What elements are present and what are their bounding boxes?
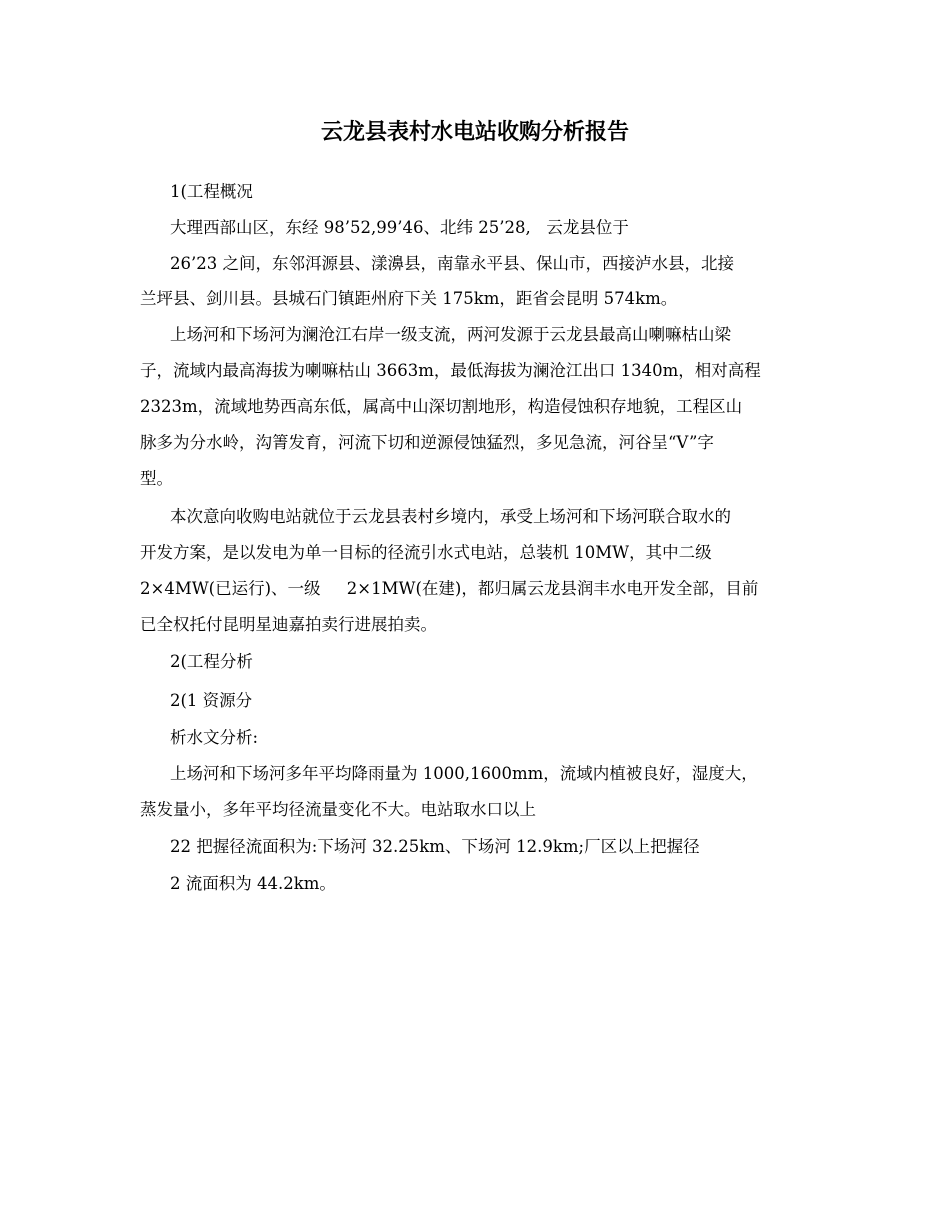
paragraph-line: 上场河和下场河多年平均降雨量为 1000,1600mm，流域内植被良好，湿度大，: [170, 764, 758, 783]
paragraph-line: 已全权托付昆明星迪嘉拍卖行进展拍卖。: [140, 615, 437, 634]
document-title: 云龙县表村水电站收购分析报告: [320, 119, 629, 145]
paragraph-line: 子，流域内最高海拔为喇嘛枯山 3663m，最低海拔为澜沧江出口 1340m，相对高程: [140, 361, 761, 380]
paragraph-line: 析水文分析:: [170, 728, 259, 747]
paragraph-line: 2323m，流域地势西高东低，属高中山深切割地形，构造侵蚀积存地貌，工程区山: [140, 397, 743, 416]
paragraph-line: 2×4MW(已运行)、一级 2×1MW(在建)，都归属云龙县润丰水电开发全部，目前: [140, 579, 759, 598]
subsection-heading: 2(1 资源分: [170, 691, 253, 710]
paragraph-line: 上场河和下场河为澜沧江右岸一级支流，两河发源于云龙县最高山喇嘛枯山梁: [170, 325, 731, 344]
section-heading-overview: 1(工程概况: [170, 182, 253, 201]
paragraph-line: 22 把握径流面积为:下场河 32.25km、下场河 12.9km;厂区以上把握径: [170, 837, 700, 856]
paragraph-line: 脉多为分水岭，沟箐发育，河流下切和逆源侵蚀猛烈，多见急流，河谷呈“V”字: [140, 433, 714, 452]
paragraph-line: 型。: [140, 469, 173, 488]
section-heading-analysis: 2(工程分析: [170, 652, 253, 671]
paragraph-line: 2 流面积为 44.2km。: [170, 874, 336, 893]
paragraph-line: 开发方案，是以发电为单一目标的径流引水式电站，总装机 10MW，其中二级: [140, 543, 712, 562]
paragraph-line: 本次意向收购电站就位于云龙县表村乡境内，承受上场河和下场河联合取水的: [170, 507, 731, 526]
paragraph-line: 兰坪县、剑川县。县城石门镇距州府下关 175km，距省会昆明 574km。: [140, 289, 678, 308]
paragraph-line: 26’23 之间，东邻洱源县、漾濞县，南靠永平县、保山市，西接泸水县，北接: [170, 254, 734, 273]
paragraph-line: 蒸发量小，多年平均径流量变化不大。电站取水口以上: [140, 800, 536, 819]
paragraph-line: 大理西部山区，东经 98’52,99’46、北纬 25’28, 云龙县位于: [170, 218, 629, 237]
